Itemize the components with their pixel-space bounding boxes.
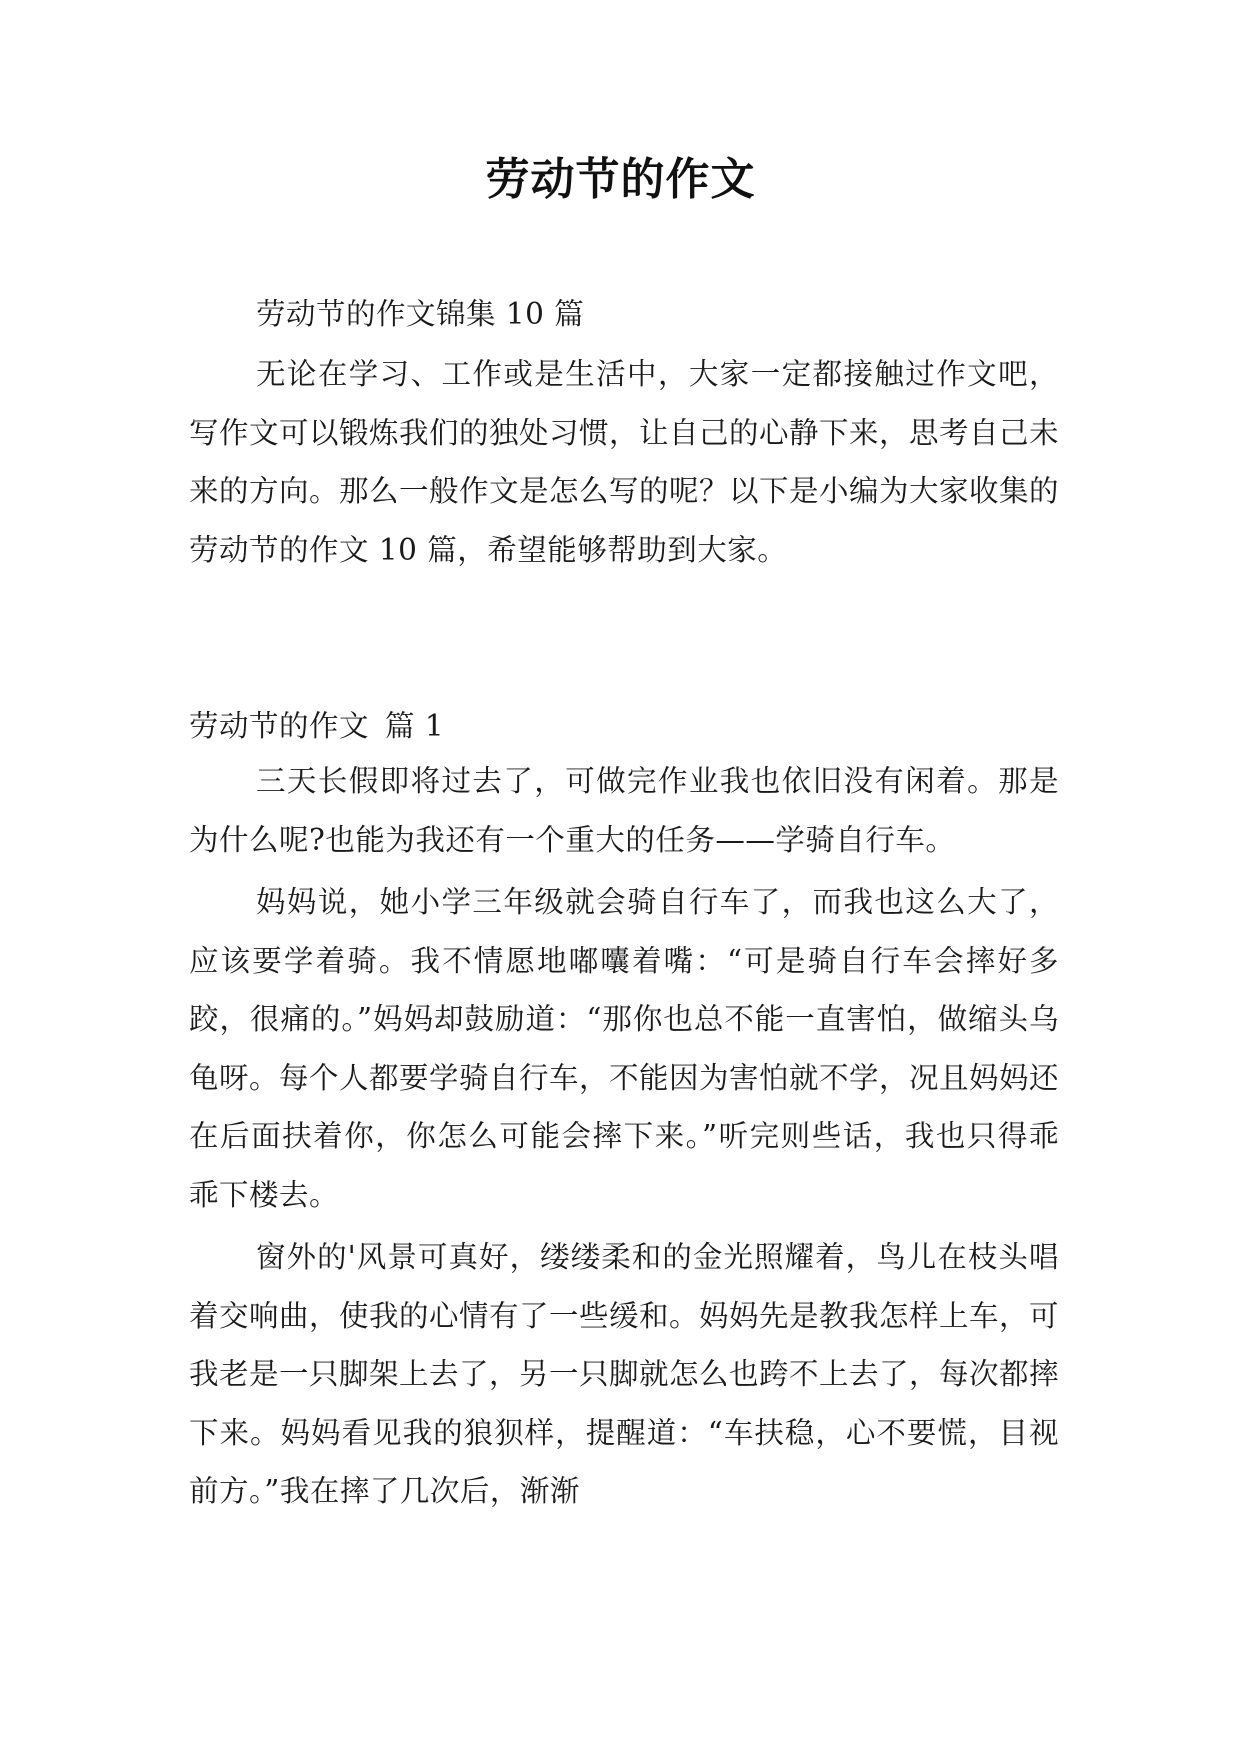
section-heading-number: 篇 1 [385, 709, 445, 743]
intro-paragraph: 无论在学习、工作或是生活中，大家一定都接触过作文吧，写作文可以锻炼我们的独处习惯，让自己的心静下来，思考自己未来的方向。那么一般作文是怎么写的呢？以下是小编为大家收集的劳动节的作文 10 篇，希望能够帮助到大家。 [189, 357, 1060, 567]
essay-body [189, 752, 1059, 1525]
essay-paragraph: 窗外的'风景可真好，缕缕柔和的金光照耀着，鸟儿在枝头唱着交响曲，使我的心情有了一些缓和。妈妈先是教我怎样上车，可我老是一只脚架上去了，另一只脚就怎么也跨不上去了，每次都摔下来。妈妈看见我的狼狈样，提醒道：“车扶稳，心不要慌，目视前方。”我在摔了几次后，渐渐 [189, 1240, 1060, 1508]
section-heading-label: 劳动节的作文 [189, 709, 370, 743]
section-heading [189, 697, 444, 755]
essay-paragraph: 三天长假即将过去了，可做完作业我也依旧没有闲着。那是为什么呢?也能为我还有一个重大的任务——学骑自行车。 [189, 764, 1059, 857]
page-title: 劳动节的作文 [485, 154, 756, 205]
essay-paragraph: 妈妈说，她小学三年级就会骑自行车了，而我也这么大了，应该要学着骑。我不情愿地嘟囔着嘴：“可是骑自行车会摔好多跤，很痛的。”妈妈却鼓励道：“那你也总不能一直害怕，做缩头乌龟呀。每个人都要学骑自行车，不能因为害怕就不学，况且妈妈还在后面扶着你，你怎么可能会摔下来。”听完则些话，我也只得乖乖下楼去。 [189, 885, 1060, 1212]
collection-subtitle: 劳动节的作文锦集 10 篇 [256, 297, 585, 331]
